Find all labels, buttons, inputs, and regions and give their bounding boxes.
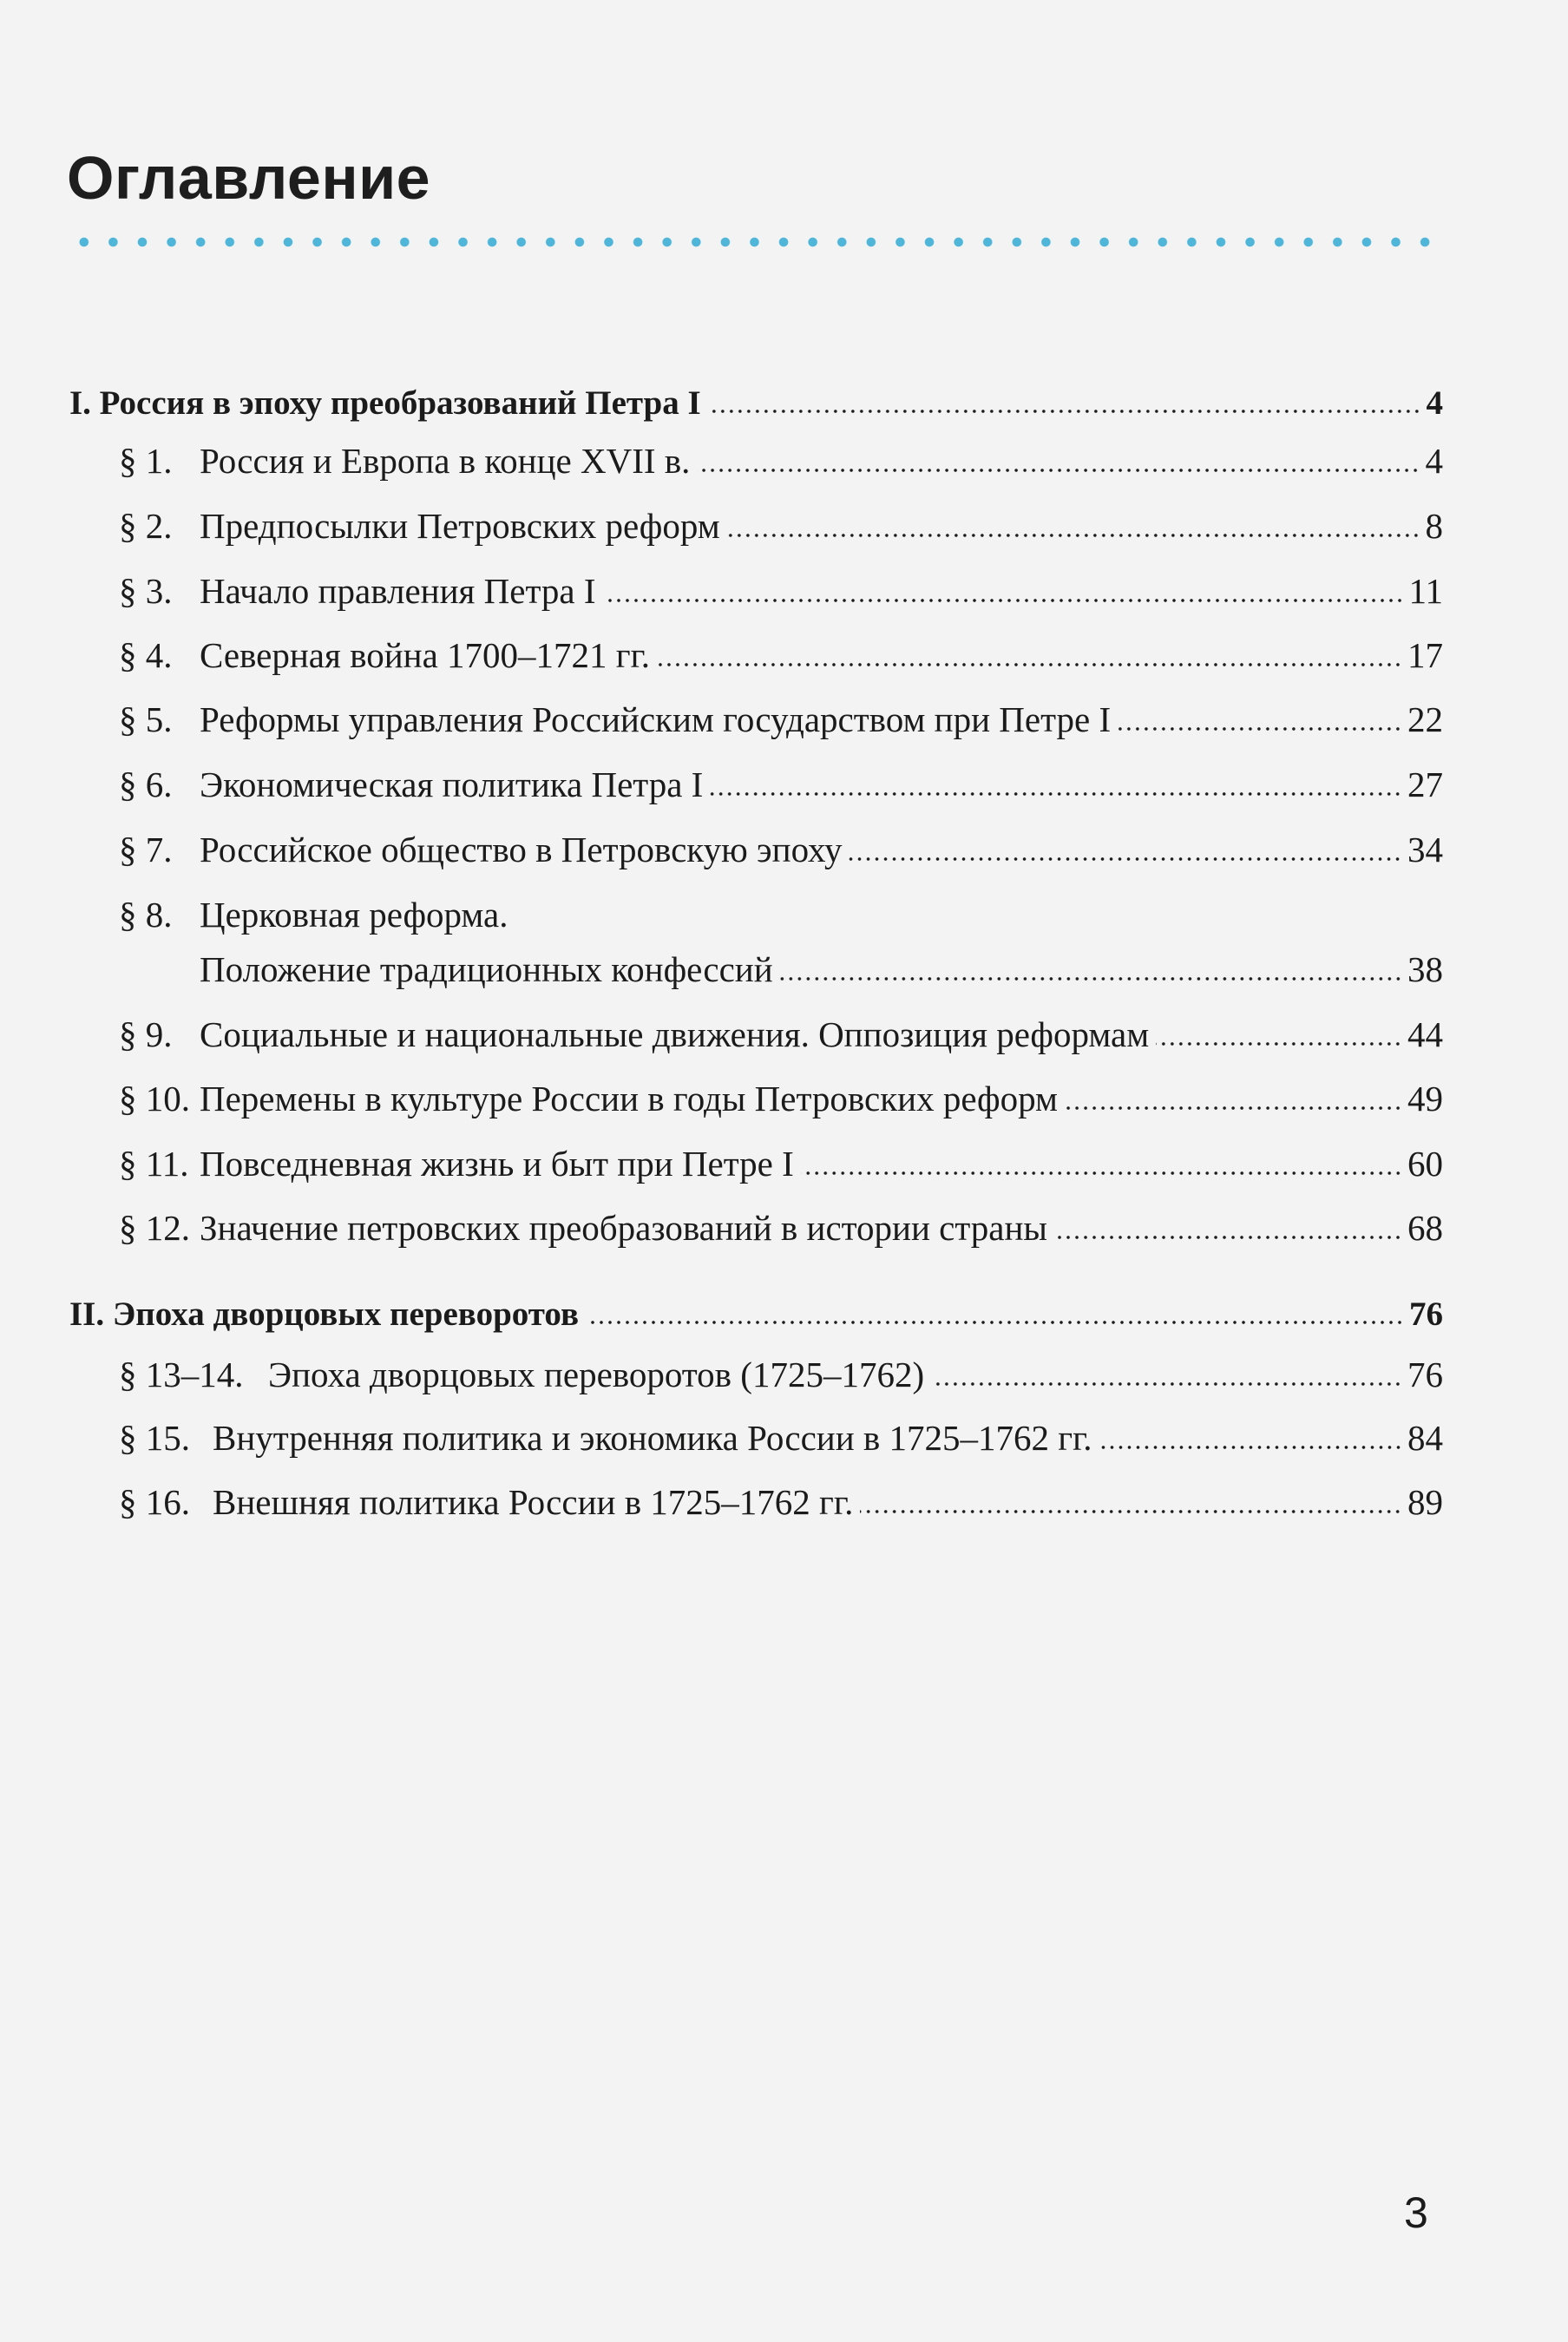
toc-item-title: Реформы управления Российским государством при Петре I bbox=[200, 699, 1112, 739]
toc-item-11[interactable] bbox=[119, 1138, 1443, 1182]
toc-part-title: I. Россия в эпоху преобразований Петра I bbox=[69, 384, 701, 422]
toc-leader bbox=[801, 1171, 1402, 1176]
toc-page-number: 27 bbox=[1407, 764, 1443, 804]
toc-item-title-continued: Положение традиционных конфессий bbox=[200, 949, 773, 989]
toc-item-title: Экономическая политика Петра I bbox=[200, 764, 704, 804]
toc-item-title: Эпоха дворцовых переворотов (1725–1762) bbox=[268, 1355, 925, 1394]
toc-page-number: 4 bbox=[1425, 441, 1443, 481]
toc-leader bbox=[1156, 1041, 1402, 1046]
toc-item-title: Повседневная жизнь и быт при Петре I bbox=[200, 1144, 794, 1184]
toc-item-title: Внешняя политика России в 1725–1762 гг. bbox=[213, 1482, 854, 1522]
toc-page-number: 8 bbox=[1425, 506, 1443, 546]
toc-item-title: Россия и Европа в конце XVII в. bbox=[200, 441, 691, 481]
toc-page-number: 89 bbox=[1407, 1482, 1443, 1522]
toc-item-title: Северная война 1700–1721 гг. bbox=[200, 635, 651, 675]
toc-page-number: 11 bbox=[1408, 571, 1443, 611]
toc-item-8-line-1[interactable] bbox=[119, 889, 1443, 933]
toc-item-number: § 15. bbox=[119, 1418, 190, 1458]
toc-page-number: 4 bbox=[1426, 384, 1443, 422]
toc-page-number: 17 bbox=[1407, 635, 1443, 675]
toc-item-number: § 4. bbox=[119, 635, 173, 675]
toc-page-number: 22 bbox=[1407, 699, 1443, 739]
toc-item-title: Внутренняя политика и экономика России в 1725–1762 гг. bbox=[213, 1418, 1092, 1458]
toc-page-number: 76 bbox=[1407, 1355, 1443, 1394]
toc-leader bbox=[657, 662, 1402, 667]
toc-item-5[interactable] bbox=[119, 694, 1443, 738]
toc-item-number: § 13–14. bbox=[119, 1355, 244, 1394]
toc-part-title: II. Эпоха дворцовых переворотов bbox=[69, 1296, 579, 1333]
toc-item-number: § 3. bbox=[119, 571, 173, 611]
toc-item-title: Социальные и национальные движения. Оппозиция реформам bbox=[200, 1014, 1150, 1054]
toc-item-12[interactable] bbox=[119, 1203, 1443, 1246]
toc-item-number: § 9. bbox=[119, 1014, 173, 1054]
toc-item-16[interactable] bbox=[119, 1477, 1443, 1520]
toc-item-number: § 1. bbox=[119, 441, 173, 481]
page-title: Оглавление bbox=[67, 144, 431, 212]
dotted-divider bbox=[69, 236, 1440, 248]
toc-item-6[interactable] bbox=[119, 759, 1443, 803]
toc-item-10[interactable] bbox=[119, 1073, 1443, 1117]
toc-page-number: 68 bbox=[1407, 1208, 1443, 1248]
toc-leader bbox=[1118, 726, 1402, 731]
toc-item-9[interactable] bbox=[119, 1009, 1443, 1053]
toc-item-number: § 10. bbox=[119, 1079, 190, 1119]
toc-leader bbox=[603, 598, 1404, 603]
toc-leader bbox=[1065, 1105, 1402, 1111]
toc-page-number: 34 bbox=[1407, 830, 1443, 869]
toc-leader bbox=[931, 1381, 1402, 1387]
toc-item-title: Церковная реформа. bbox=[200, 895, 508, 935]
toc-item-7[interactable] bbox=[119, 824, 1443, 868]
toc-item-15[interactable] bbox=[119, 1413, 1443, 1456]
toc-item-number: § 5. bbox=[119, 699, 173, 739]
toc-item-4[interactable] bbox=[119, 630, 1443, 673]
toc-page-number: 49 bbox=[1407, 1079, 1443, 1119]
toc-item-number: § 6. bbox=[119, 764, 173, 804]
toc-leader bbox=[708, 409, 1421, 414]
toc-leader bbox=[1054, 1235, 1402, 1240]
toc-item-title: Перемены в культуре России в годы Петровских реформ bbox=[200, 1079, 1058, 1119]
toc-page-number: 60 bbox=[1407, 1144, 1443, 1184]
toc-page-number: 76 bbox=[1409, 1296, 1443, 1333]
toc-leader bbox=[780, 976, 1402, 981]
toc-item-number: § 7. bbox=[119, 830, 173, 869]
toc-item-number: § 11. bbox=[119, 1144, 189, 1184]
toc-item-1[interactable] bbox=[119, 436, 1443, 479]
toc-leader bbox=[849, 856, 1402, 862]
toc-leader bbox=[1099, 1445, 1402, 1450]
toc-item-number: § 2. bbox=[119, 506, 173, 546]
toc-item-number: § 12. bbox=[119, 1208, 190, 1248]
toc-item-number: § 8. bbox=[119, 895, 173, 935]
toc-item-2[interactable] bbox=[119, 501, 1443, 544]
toc-item-3[interactable] bbox=[119, 566, 1443, 609]
toc-leader bbox=[727, 533, 1420, 538]
toc-item-8-line-2[interactable] bbox=[200, 944, 1443, 987]
toc-leader bbox=[586, 1320, 1404, 1325]
toc-item-number: § 16. bbox=[119, 1482, 190, 1522]
toc-page-number: 44 bbox=[1407, 1014, 1443, 1054]
toc-page-number: 38 bbox=[1407, 949, 1443, 989]
toc-item-title: Российское общество в Петровскую эпоху bbox=[200, 830, 843, 869]
toc-leader bbox=[697, 468, 1420, 473]
page-number: 3 bbox=[1404, 2188, 1428, 2237]
toc-part-2[interactable] bbox=[69, 1288, 1443, 1331]
toc-item-title: Значение петровских преобразований в истории страны bbox=[200, 1208, 1047, 1248]
toc-item-title: Предпосылки Петровских реформ bbox=[200, 506, 720, 546]
toc-part-1[interactable] bbox=[69, 377, 1443, 420]
toc-leader bbox=[710, 791, 1402, 797]
toc-item-13-14[interactable] bbox=[119, 1349, 1443, 1393]
toc-leader bbox=[860, 1509, 1402, 1514]
toc-page-number: 84 bbox=[1407, 1418, 1443, 1458]
toc-item-title: Начало правления Петра I bbox=[200, 571, 596, 611]
